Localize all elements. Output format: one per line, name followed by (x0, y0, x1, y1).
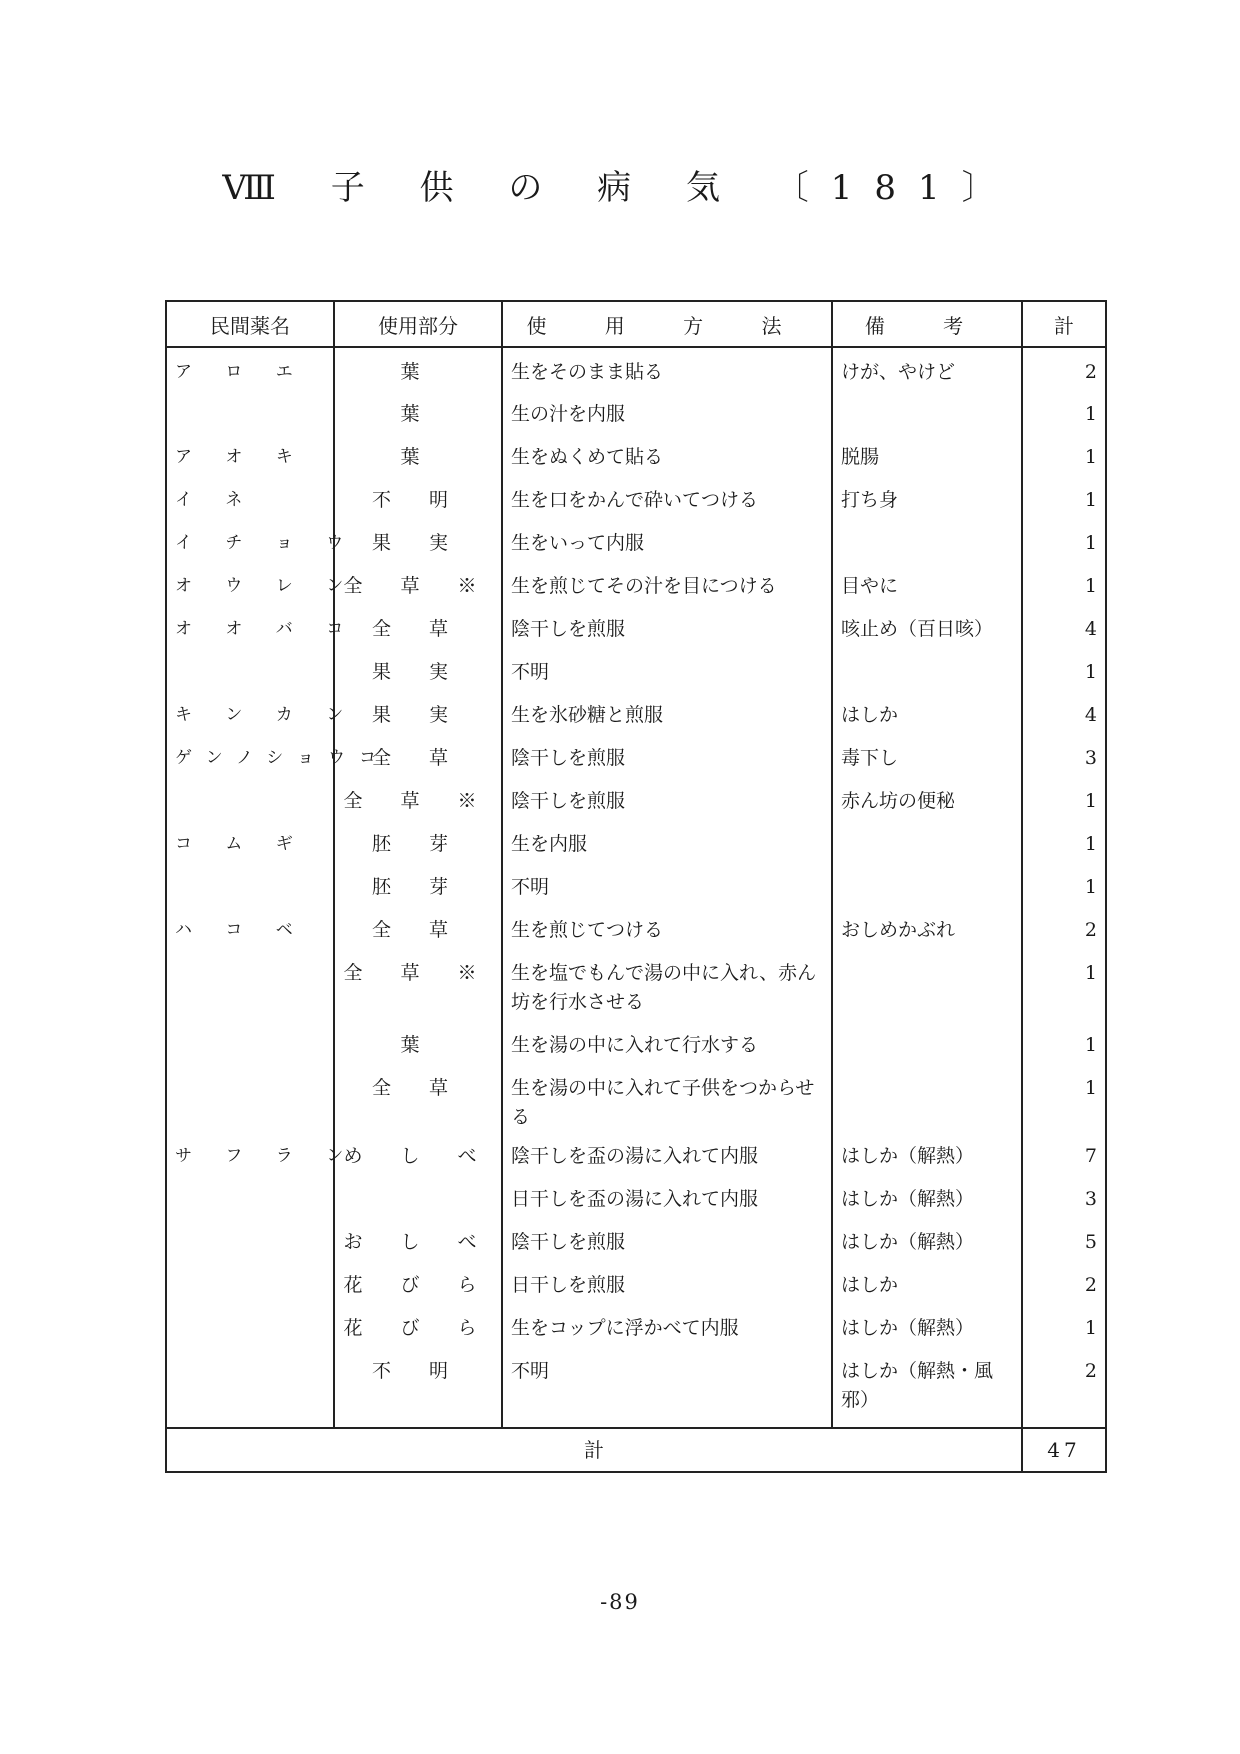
table-row (166, 1304, 1106, 1347)
count-cell: 1 (1022, 1304, 1106, 1347)
count-cell: 2 (1022, 347, 1106, 390)
remarks-cell (832, 1064, 1022, 1132)
method-cell: 生を口をかんで砕いてつける (502, 476, 832, 519)
medicine-name-cell (166, 949, 334, 1021)
remarks-cell: 赤ん坊の便秘 (832, 777, 1022, 820)
medicine-name-cell (166, 1304, 334, 1347)
count-cell: 1 (1022, 433, 1106, 476)
table-row (166, 1064, 1106, 1132)
count-cell: 5 (1022, 1218, 1106, 1261)
remarks-cell: はしか (832, 1261, 1022, 1304)
count-cell: 1 (1022, 476, 1106, 519)
part-used-cell (334, 1175, 502, 1218)
remarks-cell: 打ち身 (832, 476, 1022, 519)
count-cell: 1 (1022, 562, 1106, 605)
medicine-name-cell (166, 863, 334, 906)
method-cell: 不明 (502, 1347, 832, 1428)
method-cell: 生を煎じてその汁を目につける (502, 562, 832, 605)
count-cell: 3 (1022, 1175, 1106, 1218)
medicine-name-cell (166, 777, 334, 820)
table-row (166, 390, 1106, 433)
remarks-cell (832, 820, 1022, 863)
part-used-cell: 全 草 ※ (334, 562, 502, 605)
count-cell: 1 (1022, 1064, 1106, 1132)
method-cell: 生をいって内服 (502, 519, 832, 562)
part-used-cell: 胚 芽 (334, 820, 502, 863)
remarks-cell: けが、やけど (832, 347, 1022, 390)
count-cell: 1 (1022, 519, 1106, 562)
remarks-cell (832, 863, 1022, 906)
table-header-row (166, 301, 1106, 347)
remarks-cell (832, 1021, 1022, 1064)
remarks-cell (832, 390, 1022, 433)
medicine-name-cell: イ チ ョ ウ (166, 519, 334, 562)
method-cell: 陰干しを煎服 (502, 777, 832, 820)
table-row (166, 605, 1106, 648)
method-cell: 生をぬくめて貼る (502, 433, 832, 476)
part-used-cell: 全 草 ※ (334, 949, 502, 1021)
part-used-cell: 全 草 (334, 605, 502, 648)
table-row (166, 1175, 1106, 1218)
table-row (166, 1132, 1106, 1175)
count-cell: 2 (1022, 906, 1106, 949)
table-row (166, 949, 1106, 1021)
medicine-name-cell (166, 1175, 334, 1218)
count-cell: 2 (1022, 1347, 1106, 1428)
part-used-cell: 果 実 (334, 519, 502, 562)
part-used-cell: 葉 (334, 1021, 502, 1064)
page-number: -89 (600, 1590, 640, 1614)
remarks-cell: はしか（解熱） (832, 1132, 1022, 1175)
remarks-cell: はしか（解熱） (832, 1175, 1022, 1218)
header-part-used: 使用部分 (334, 301, 502, 347)
count-cell: 1 (1022, 390, 1106, 433)
method-cell: 生をコップに浮かべて内服 (502, 1304, 832, 1347)
table-row (166, 734, 1106, 777)
table-row (166, 863, 1106, 906)
header-remarks: 備 考 (832, 301, 1022, 347)
table-row (166, 562, 1106, 605)
remarks-cell: 毒下し (832, 734, 1022, 777)
count-cell: 7 (1022, 1132, 1106, 1175)
table-row (166, 519, 1106, 562)
method-cell: 生を塩でもんで湯の中に入れ、赤ん坊を行水させる (502, 949, 832, 1021)
medicine-name-cell: サ フ ラ ン (166, 1132, 334, 1175)
medicine-name-cell: イ ネ (166, 476, 334, 519)
part-used-cell: 花 び ら (334, 1304, 502, 1347)
table-row (166, 906, 1106, 949)
medicine-name-cell (166, 1064, 334, 1132)
method-cell: 生の汁を内服 (502, 390, 832, 433)
part-used-cell: 花 び ら (334, 1261, 502, 1304)
method-cell: 生を氷砂糖と煎服 (502, 691, 832, 734)
count-cell: 4 (1022, 605, 1106, 648)
medicine-name-cell (166, 1261, 334, 1304)
table-body (166, 347, 1106, 1428)
count-cell: 1 (1022, 863, 1106, 906)
part-used-cell: 全 草 (334, 906, 502, 949)
part-used-cell: 果 実 (334, 648, 502, 691)
table-row (166, 648, 1106, 691)
table-row (166, 433, 1106, 476)
medicine-name-cell: ゲンノショウコ (166, 734, 334, 777)
header-count: 計 (1022, 301, 1106, 347)
part-used-cell: 全 草 (334, 734, 502, 777)
count-cell: 1 (1022, 949, 1106, 1021)
part-used-cell: お し べ (334, 1218, 502, 1261)
method-cell: 日干しを盃の湯に入れて内服 (502, 1175, 832, 1218)
remarks-cell (832, 519, 1022, 562)
method-cell: 生を煎じてつける (502, 906, 832, 949)
count-cell: 1 (1022, 1021, 1106, 1064)
medicine-name-cell: キ ン カ ン (166, 691, 334, 734)
medicine-name-cell: ア ロ エ (166, 347, 334, 390)
table-row (166, 691, 1106, 734)
method-cell: 陰干しを煎服 (502, 605, 832, 648)
table-row (166, 777, 1106, 820)
medicine-name-cell (166, 1347, 334, 1428)
medicine-name-cell (166, 1218, 334, 1261)
part-used-cell: 果 実 (334, 691, 502, 734)
part-used-cell: 葉 (334, 390, 502, 433)
part-used-cell: 葉 (334, 347, 502, 390)
remarks-cell: 目やに (832, 562, 1022, 605)
medicine-name-cell (166, 648, 334, 691)
method-cell: 不明 (502, 648, 832, 691)
table-row (166, 1021, 1106, 1064)
method-cell: 生を湯の中に入れて行水する (502, 1021, 832, 1064)
table-row (166, 1261, 1106, 1304)
part-used-cell: 葉 (334, 433, 502, 476)
method-cell: 陰干しを煎服 (502, 734, 832, 777)
medicine-name-cell (166, 1021, 334, 1064)
medicine-name-cell (166, 390, 334, 433)
count-cell: 2 (1022, 1261, 1106, 1304)
part-used-cell: 不 明 (334, 476, 502, 519)
header-medicine-name: 民間薬名 (166, 301, 334, 347)
remarks-cell: おしめかぶれ (832, 906, 1022, 949)
remarks-cell: はしか（解熱・風邪） (832, 1347, 1022, 1428)
total-label: 計 (166, 1428, 1022, 1472)
table-row (166, 1347, 1106, 1428)
folk-medicine-table (165, 300, 1107, 1473)
total-row (166, 1428, 1106, 1472)
medicine-name-cell: ア オ キ (166, 433, 334, 476)
medicine-name-cell: ハ コ ベ (166, 906, 334, 949)
method-cell: 日干しを煎服 (502, 1261, 832, 1304)
part-used-cell: 全 草 (334, 1064, 502, 1132)
medicine-name-cell: オ オ バ コ (166, 605, 334, 648)
method-cell: 陰干しを煎服 (502, 1218, 832, 1261)
method-cell: 生を湯の中に入れて子供をつからせる (502, 1064, 832, 1132)
count-cell: 1 (1022, 820, 1106, 863)
method-cell: 生を内服 (502, 820, 832, 863)
remarks-cell (832, 648, 1022, 691)
remarks-cell: 脱腸 (832, 433, 1022, 476)
table-row (166, 476, 1106, 519)
remarks-cell: はしか (832, 691, 1022, 734)
medicine-name-cell: オ ウ レ ン (166, 562, 334, 605)
page-title: Ⅷ 子 供 の 病 気 〔181〕 (222, 168, 1018, 208)
remarks-cell: はしか（解熱） (832, 1218, 1022, 1261)
part-used-cell: 全 草 ※ (334, 777, 502, 820)
method-cell: 陰干しを盃の湯に入れて内服 (502, 1132, 832, 1175)
remarks-cell (832, 949, 1022, 1021)
method-cell: 生をそのまま貼る (502, 347, 832, 390)
header-method: 使 用 方 法 (502, 301, 832, 347)
part-used-cell: 不 明 (334, 1347, 502, 1428)
table-row (166, 347, 1106, 390)
method-cell: 不明 (502, 863, 832, 906)
count-cell: 3 (1022, 734, 1106, 777)
table-row (166, 820, 1106, 863)
remarks-cell: 咳止め（百日咳） (832, 605, 1022, 648)
part-used-cell: め し べ (334, 1132, 502, 1175)
table-row (166, 1218, 1106, 1261)
medicine-name-cell: コ ム ギ (166, 820, 334, 863)
count-cell: 4 (1022, 691, 1106, 734)
count-cell: 1 (1022, 648, 1106, 691)
part-used-cell: 胚 芽 (334, 863, 502, 906)
remarks-cell: はしか（解熱） (832, 1304, 1022, 1347)
count-cell: 1 (1022, 777, 1106, 820)
total-value: 47 (1022, 1428, 1106, 1472)
